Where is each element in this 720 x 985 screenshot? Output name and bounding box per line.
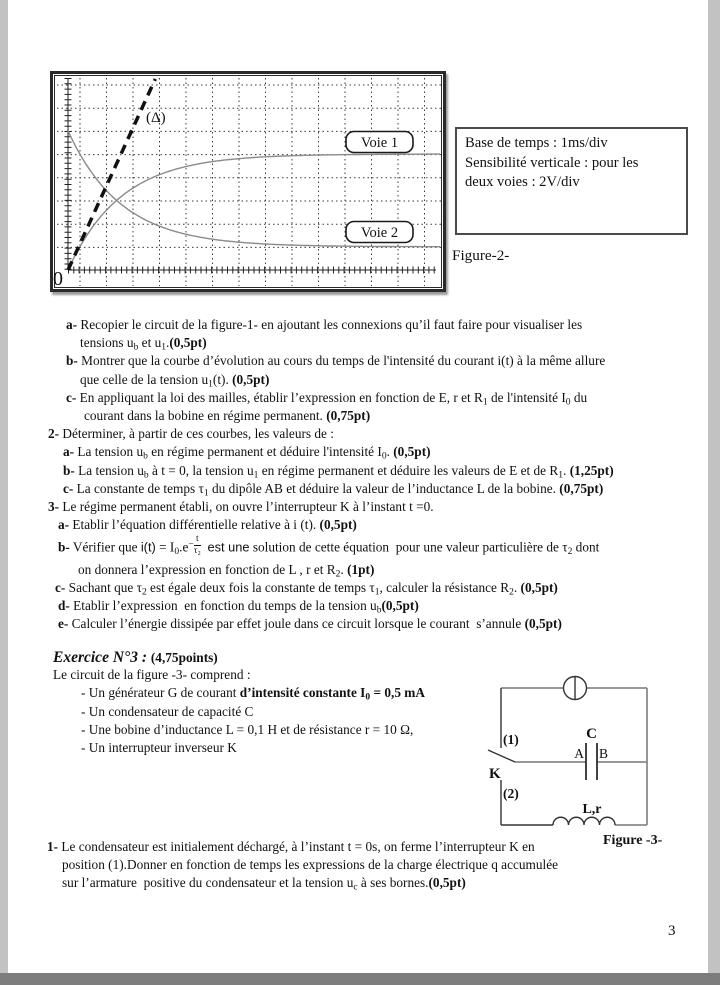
text-line: - Un générateur G de courant d’intensité constante I0 = 0,5 mA <box>81 685 425 703</box>
text-line: courant dans la bobine en régime permanent. (0,75pt) <box>84 407 371 423</box>
delta-tangent-label: (Δ) <box>146 110 166 126</box>
inner-frame <box>55 76 442 288</box>
inductor-coil <box>553 817 615 825</box>
text-line: tensions $u_b$ et $u_1.(0,5pt)$ <box>80 335 207 353</box>
switch-k-label: K <box>489 766 501 782</box>
figure2-oscillogram <box>53 74 443 289</box>
figure3-caption: Figure -3- <box>603 833 663 848</box>
text-line: c- En appliquant la loi des mailles, établir l’expression en fonction de E, r et $R_1$ de l'intensité $I_0$ du <box>66 389 588 408</box>
plate-b-label: B <box>599 746 609 761</box>
switch-pos2-label: (2) <box>503 786 519 801</box>
figure2-oscillogram-box <box>50 71 446 292</box>
oscillogram-plot <box>57 78 441 286</box>
text-line: a- Recopier le circuit de la figure-1- en ajoutant les connexions qu’il faut faire pour visualiser les <box>66 317 583 332</box>
capacitor-plates <box>586 743 597 780</box>
settings-line: Sensibilité verticale : pour les <box>465 154 639 171</box>
text-line: que celle de la tension $u_1(t)$. (0,5pt) <box>80 371 270 389</box>
settings-line: deux voies : 2V/div <box>465 174 580 190</box>
text-line: Exercice N°3 : (4,75points) <box>53 649 218 666</box>
text-line: b- Vérifier que $i(t) = I_0.e$ − $\frac{t}{\text{τ₂}}$ est une solution de cette équation pour une valeur particulière de $\tau_2$ dont <box>58 534 600 558</box>
text-line: on donnera l’expression en fonction de L , r et $R_2$. (1pt) <box>78 561 375 580</box>
text-line: e- Calculer l’énergie dissipée par effet joule dans ce circuit lorsque le courant s’annule (0,5pt) <box>58 616 562 632</box>
text-line: a- Etablir l’équation différentielle relative à i (t). (0,5pt) <box>58 517 357 533</box>
switch-blade <box>488 750 515 762</box>
voie1-label: Voie 1 <box>360 135 399 151</box>
text-line: c- La constante de temps $\tau_1$ du dipôle AB et déduire la valeur de l’inductance L de la bobine. (0,75pt) <box>63 480 604 499</box>
current-source-symbol <box>564 676 587 700</box>
text-line: 3- Le régime permanent établi, on ouvre l’interrupteur K à l’instant t =0. <box>48 498 434 514</box>
voie2-legend <box>346 222 413 243</box>
text-line: b- Montrer que la courbe d’évolution au cours du temps de l'intensité du courant i(t) à la même allure <box>66 353 606 369</box>
text-line: Le circuit de la figure -3- comprend : <box>53 667 251 683</box>
voie2-label: Voie 2 <box>360 225 399 241</box>
origin-label: 0 <box>53 268 63 289</box>
figure2-caption: Figure-2- <box>452 247 510 264</box>
text-line: position (1).Donner en fonction de temps les expressions de la charge électrique q accumulée <box>62 857 559 873</box>
text-line: b- La tension $u_b$ à t = 0, la tension $u_1$ en régime permanent et déduire les valeurs de E et de $R_1$. (1,25pt) <box>63 462 614 480</box>
circuit-labels <box>489 726 663 848</box>
plate-a-label: A <box>574 746 584 761</box>
switch-pos1-label: (1) <box>503 732 519 747</box>
figure3-circuit <box>486 670 700 852</box>
text-line: 2- Déterminer, à partir de ces courbes, les valeurs de : <box>48 426 334 442</box>
page-number: 3 <box>668 923 676 939</box>
text-line: 1- Le condensateur est initialement déchargé, à l’instant t = 0s, on ferme l’interrupteur K en <box>47 839 535 854</box>
text-line: d- Etablir l’expression en fonction du temps de la tension $u_b(0,5pt)$ <box>58 598 419 616</box>
text-line: a- La tension $u_b$ en régime permanent et déduire l'intensité $I_0$. (0,5pt) <box>63 444 431 462</box>
text-line: sur l’armature positive du condensateur et la tension $u_c$ à ses bornes.(0,5pt) <box>62 875 466 893</box>
text-block <box>0 317 720 635</box>
text-line: - Une bobine d’inductance L = 0,1 H et de résistance r = 10 Ω, <box>81 721 414 737</box>
inductor-lr-label: L,r <box>582 802 602 817</box>
text-line: - Un condensateur de capacité C <box>81 703 254 719</box>
voie1-legend <box>346 132 413 153</box>
settings-line: Base de temps : 1ms/div <box>465 135 608 151</box>
text-line: - Un interrupteur inverseur K <box>81 739 237 755</box>
exponent-fraction: − $\frac{t}{\text{τ₂}}$ <box>188 534 201 556</box>
oscilloscope-settings-box <box>455 127 688 235</box>
capacitor-c-label: C <box>586 726 597 742</box>
text-line: c- Sachant que $\tau_2$ est égale deux fois la constante de temps $\tau_1$, calculer la résistance $R_2$. (0,5pt) <box>55 579 558 598</box>
page-edge-bottom <box>0 973 720 985</box>
